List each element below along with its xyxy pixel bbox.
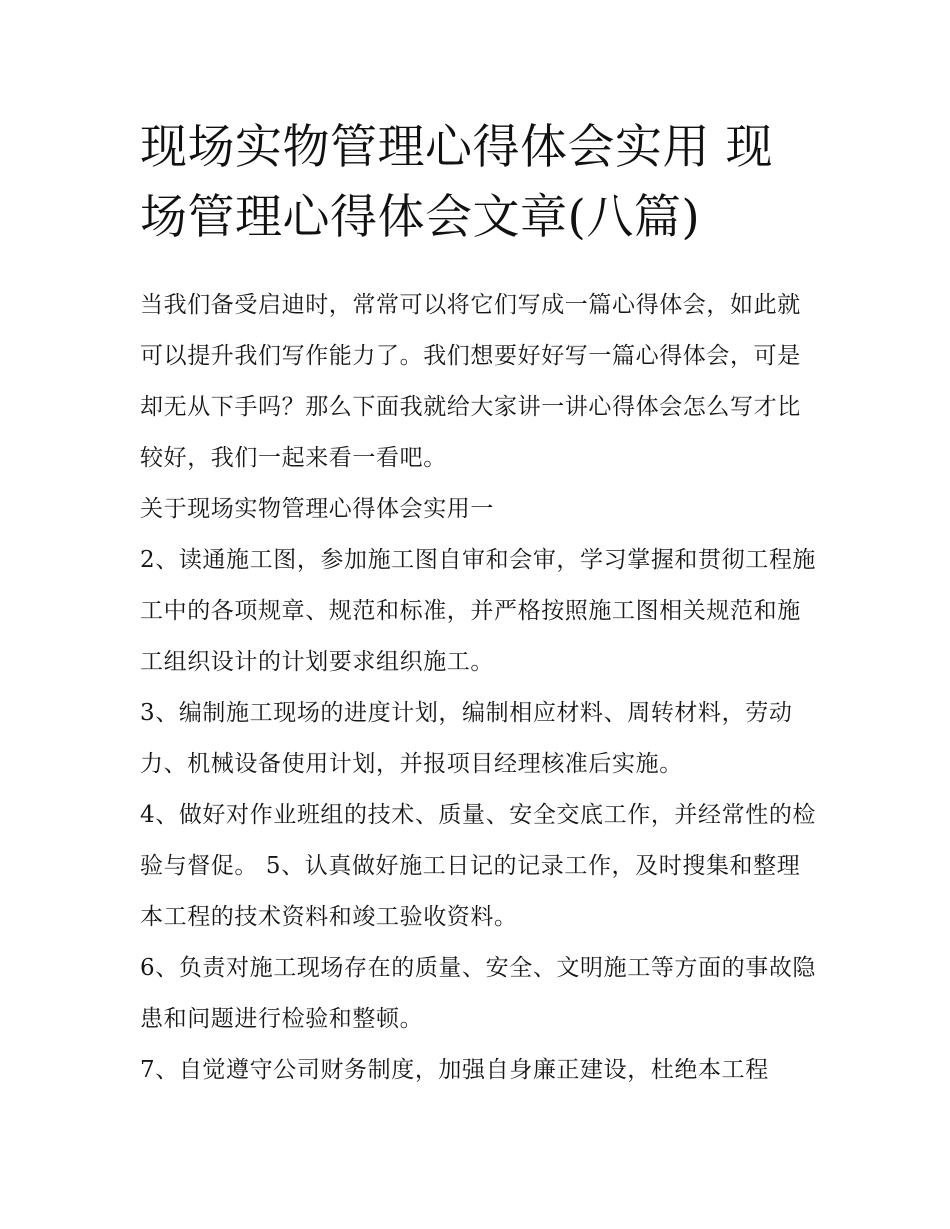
body-paragraph: 4、做好对作业班组的技术、质量、安全交底工作，并经常性的检验与督促。 5、认真做好施工日记的记录工作，及时搜集和整理本工程的技术资料和竣工验收资料。 [140,802,817,930]
body-paragraph: 7、自觉遵守公司财务制度，加强自身廉正建设，杜绝本工程 [140,1057,769,1083]
body-paragraph: 2、读通施工图，参加施工图自审和会审，学习掌握和贯彻工程施工中的各项规章、规范和标准，并严格按照施工图相关规范和施工组织设计的计划要求组织施工。 [140,547,817,675]
body-paragraph: 3、编制施工现场的进度计划，编制相应材料、周转材料，劳动力、机械设备使用计划，并报项目经理核准后实施。 [140,700,793,777]
document-body [140,280,820,1096]
document-title: 现场实物管理心得体会实用 现场管理心得体会文章(八篇) [140,120,773,245]
body-paragraph: 6、负责对施工现场存在的质量、安全、文明施工等方面的事故隐患和问题进行检验和整顿。 [140,955,817,1032]
intro-paragraph: 当我们备受启迪时，常常可以将它们写成一篇心得体会，如此就可以提升我们写作能力了。我们想要好好写一篇心得体会，可是却无从下手吗？那么下面我就给大家讲一讲心得体会怎么写才比较好，我们一起来看一看吧。 [140,292,801,471]
section-heading: 关于现场实物管理心得体会实用一 [140,496,494,522]
